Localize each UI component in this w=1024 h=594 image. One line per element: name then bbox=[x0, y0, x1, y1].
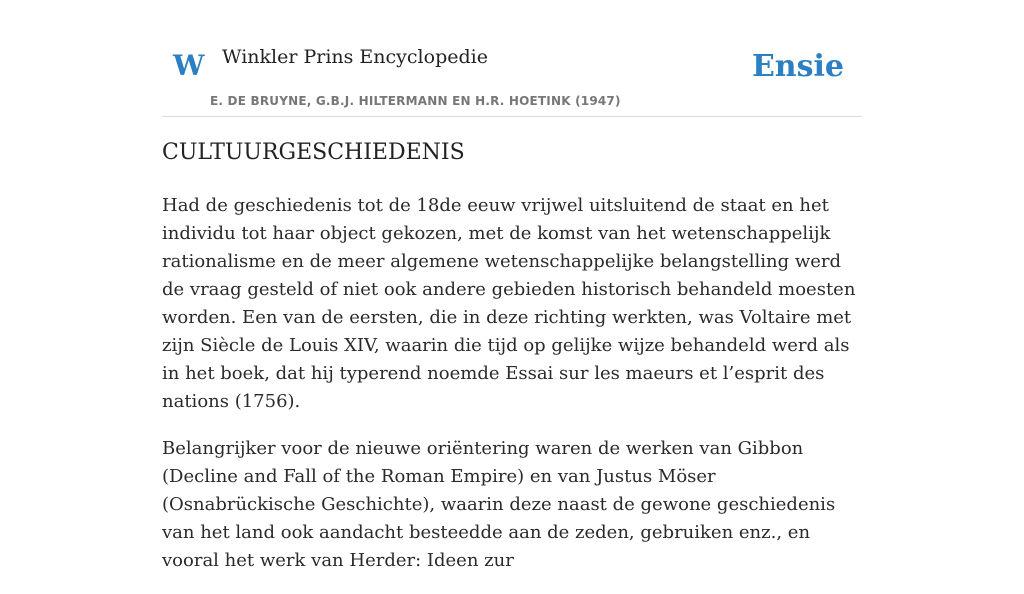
article-paragraph: Had de geschiedenis tot de 18de eeuw vrijwel uitsluitend de staat en het individu tot haar object gekozen, met de komst van het wetenschappelijk rationalisme en de meer algemene wetenschappelijke belangstelling werd de vraag gesteld of niet ook andere gebieden historisch behandeld moesten worden. Een van de eersten, die in deze richting werkten, was Voltaire met zijn Siècle de Louis XIV, waarin die tijd op gelijke wijze behandeld werd als in het boek, dat hij typerend noemde Essai sur les maeurs et l’esprit des nations (1756). bbox=[162, 195, 856, 412]
source-authors: E. DE BRUYNE, G.B.J. HILTERMANN EN H.R. HOETINK (1947) bbox=[210, 94, 621, 108]
article-body bbox=[162, 192, 862, 594]
article-title: CULTUURGESCHIEDENIS bbox=[162, 140, 465, 165]
source-header bbox=[162, 36, 862, 117]
source-title[interactable]: Winkler Prins Encyclopedie bbox=[222, 46, 488, 68]
article-paragraph: Belangrijker voor de nieuwe oriëntering waren de werken van Gibbon (Decline and Fall of the Roman Empire) en van Justus Möser (Osnabrückische Geschichte), waarin deze naast de gewone geschiedenis van het land ook aandacht besteedde aan de zeden, gebruiken enz., en vooral het werk van Herder: Ideen zur bbox=[162, 438, 836, 571]
ensie-logo[interactable]: Ensie bbox=[751, 49, 844, 84]
winkler-prins-logo[interactable]: W bbox=[173, 49, 205, 82]
